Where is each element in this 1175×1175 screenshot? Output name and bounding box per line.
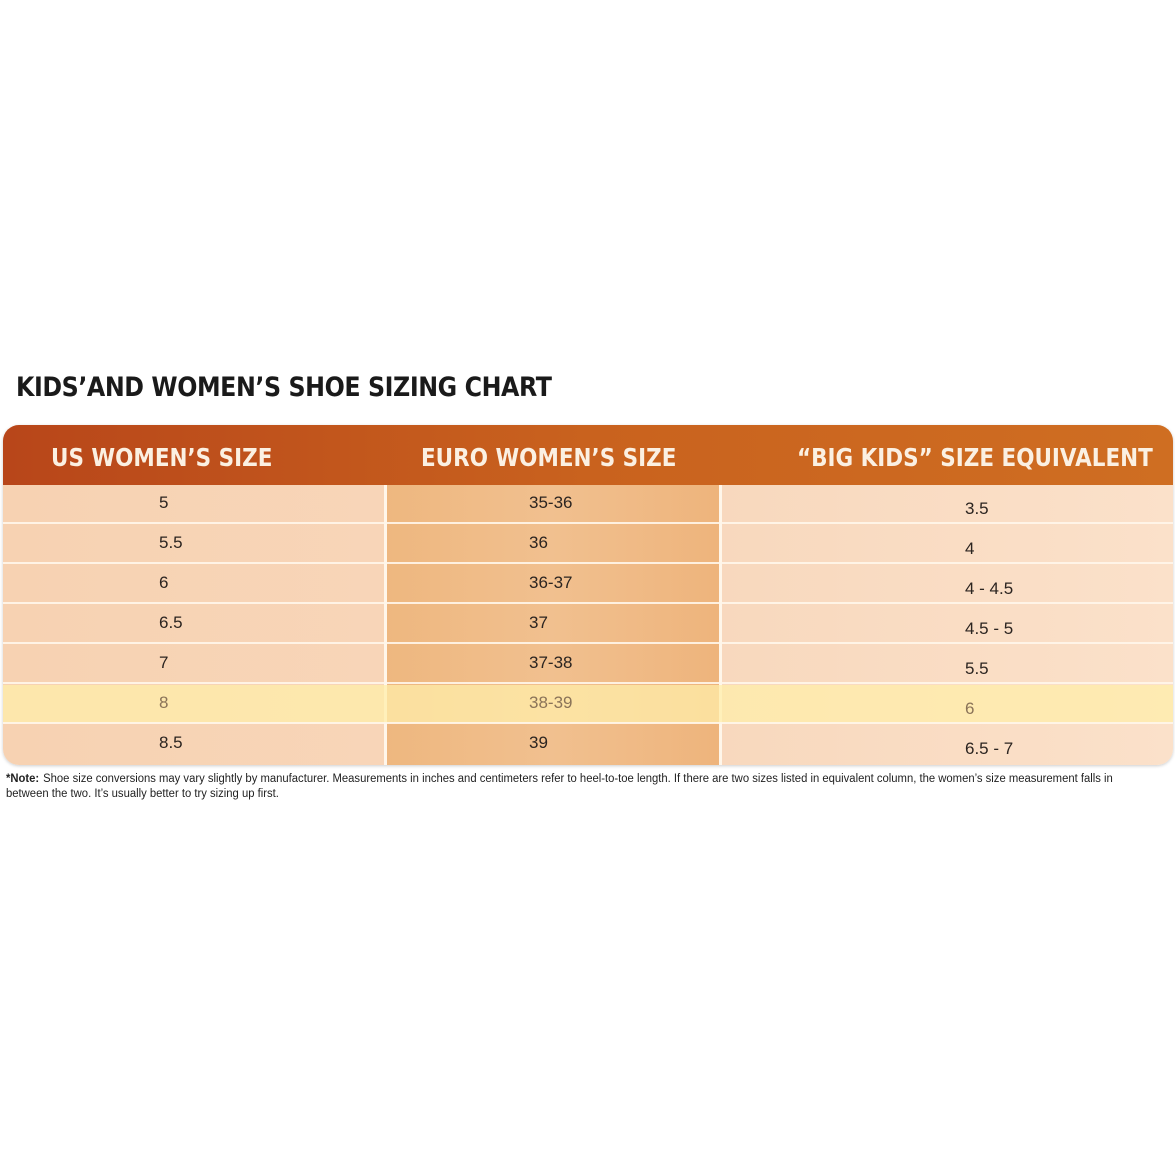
euro-size-cell: 38-39 [529, 693, 573, 712]
us-size-cell: 8.5 [159, 733, 183, 752]
row-divider [3, 642, 1173, 644]
big-kids-size-cell: 4.5 - 5 [965, 619, 1014, 638]
table-row [3, 685, 1173, 723]
table-row [3, 485, 1173, 523]
us-size-cell: 5.5 [159, 533, 183, 552]
big-kids-size-cell: 6 [965, 699, 975, 718]
euro-size-cell: 36 [529, 533, 548, 552]
footnote [6, 772, 1143, 802]
row-divider [3, 682, 1173, 684]
footnote-label: *Note: [6, 773, 40, 785]
euro-size-cell: 37 [529, 613, 548, 632]
row-divider [3, 562, 1173, 564]
euro-size-cell: 36-37 [529, 573, 573, 592]
big-kids-size-cell: 4 - 4.5 [965, 579, 1014, 598]
table-row [3, 605, 1173, 643]
header-euro-womens-size: EURO WOMEN’S SIZE [421, 443, 677, 472]
euro-size-cell: 39 [529, 733, 548, 752]
euro-size-cell: 37-38 [529, 653, 573, 672]
us-size-cell: 8 [159, 693, 169, 712]
table-row [3, 725, 1173, 763]
big-kids-size-cell: 4 [965, 539, 975, 558]
table-row [3, 525, 1173, 563]
us-size-cell: 5 [159, 493, 169, 512]
us-size-cell: 6.5 [159, 613, 183, 632]
row-highlight [3, 685, 1173, 723]
header-us-womens-size: US WOMEN’S SIZE [51, 443, 273, 472]
us-size-cell: 7 [159, 653, 169, 672]
euro-size-cell: 35-36 [529, 493, 573, 512]
big-kids-size-cell: 5.5 [965, 659, 989, 678]
table-row [3, 565, 1173, 603]
us-size-cell: 6 [159, 573, 169, 592]
sizing-table [3, 425, 1173, 765]
table-body [3, 485, 1173, 765]
table-header [3, 425, 1173, 485]
big-kids-size-cell: 3.5 [965, 499, 989, 518]
table-row [3, 645, 1173, 683]
header-big-kids-size: “BIG KIDS” SIZE EQUIVALENT [797, 443, 1153, 472]
row-divider [3, 602, 1173, 604]
chart-title: KIDS’AND WOMEN’S SHOE SIZING CHART [16, 372, 552, 403]
row-divider [3, 522, 1173, 524]
row-divider [3, 722, 1173, 724]
big-kids-size-cell: 6.5 - 7 [965, 739, 1014, 758]
footnote-text: Shoe size conversions may vary slightly by manufacturer. Measurements in inches and centimeters refer to heel-to-toe length. If there are two sizes listed in equivalent column, the women’s size measurement falls in between the two. It’s usually better to try sizing up first. [6, 773, 1113, 800]
